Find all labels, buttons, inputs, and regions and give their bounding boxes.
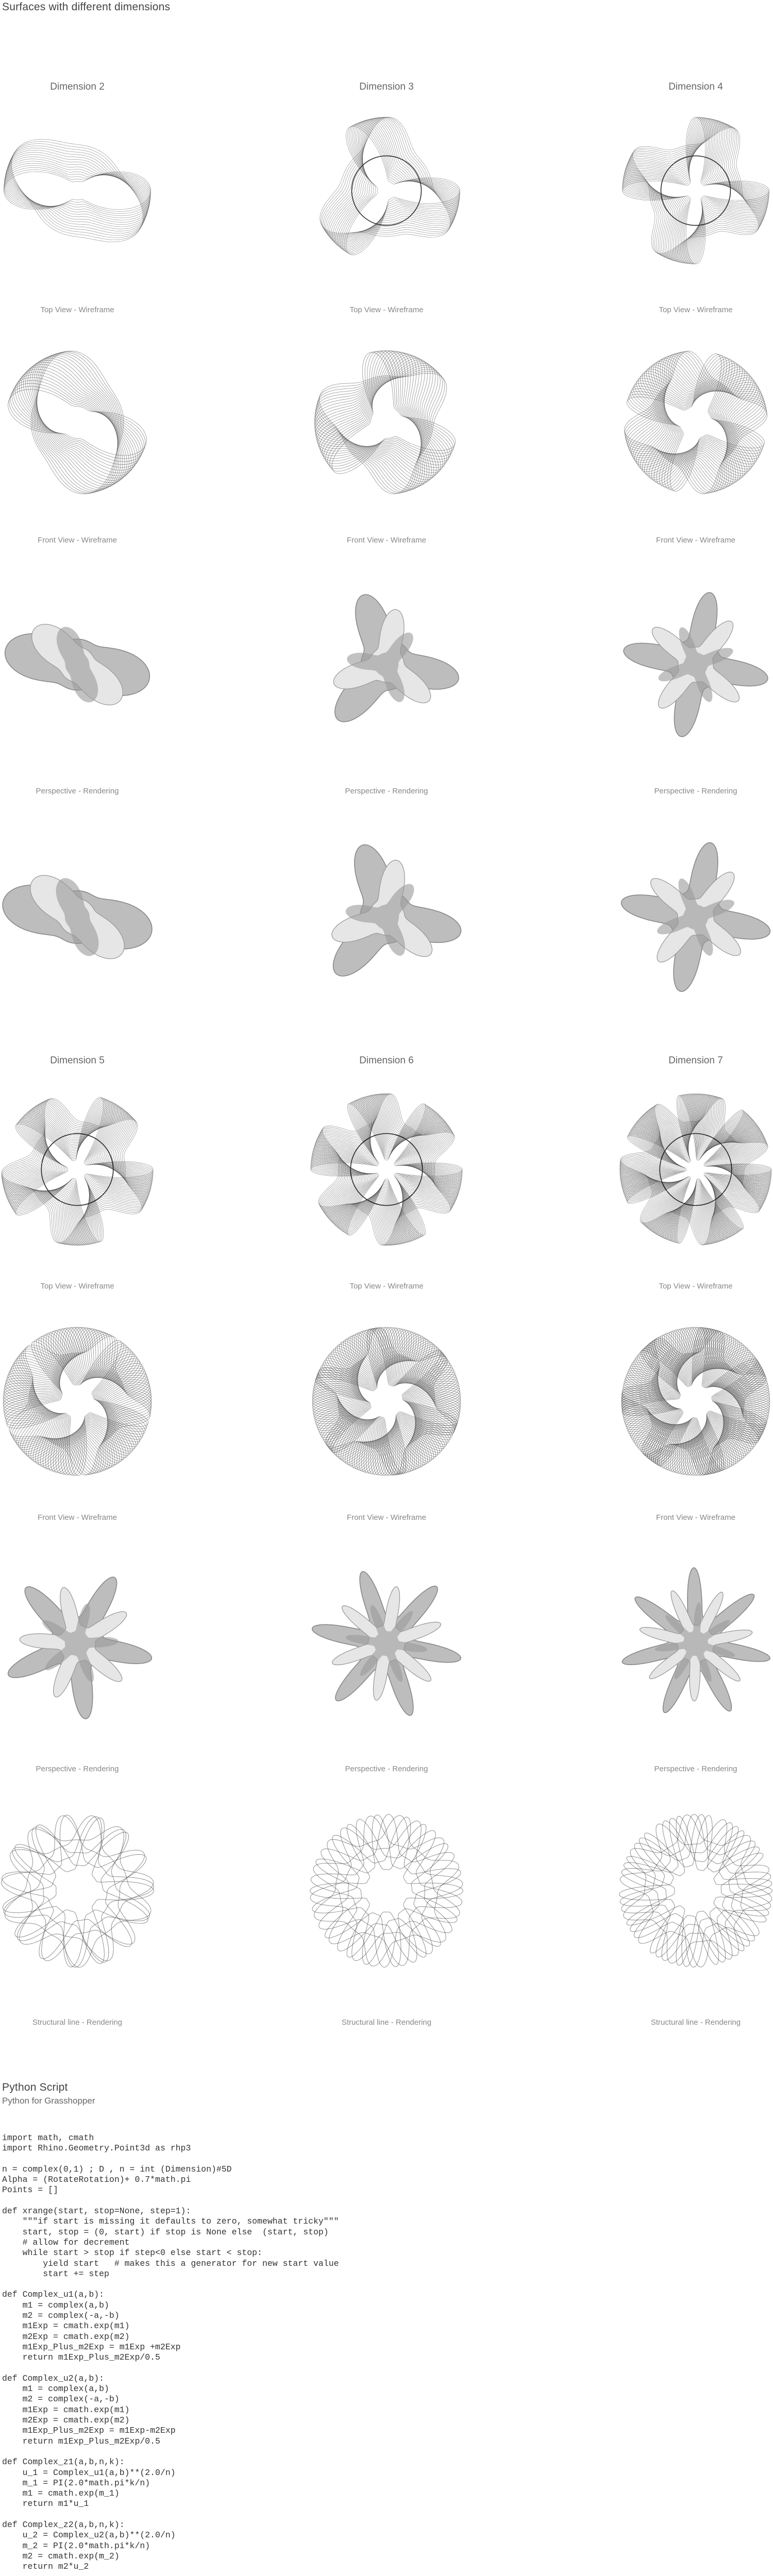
view-label: Front View - Wireframe — [347, 1513, 426, 1522]
view-label: Top View - Wireframe — [659, 1282, 733, 1291]
perspective-rendering-figure — [0, 1561, 160, 1726]
view-label: Perspective - Rendering — [36, 787, 119, 795]
perspective-rendering-figure — [613, 1561, 773, 1726]
front-view-wireframe-figure — [0, 1319, 160, 1484]
perspective-rendering-figure — [0, 585, 157, 744]
top-view-wireframe-figure — [616, 1090, 773, 1249]
view-label: Top View - Wireframe — [349, 306, 424, 314]
dimension-label: Dimension 4 — [668, 81, 723, 92]
top-view-wireframe-figure — [618, 113, 773, 268]
perspective-rendering-figure — [616, 585, 773, 744]
dimension-label: Dimension 5 — [50, 1055, 105, 1066]
view-label: Perspective - Rendering — [36, 1765, 119, 1773]
dimension-label: Dimension 7 — [668, 1055, 723, 1066]
structural-line-rendering-figure — [301, 1806, 472, 1976]
perspective-rendering-figure — [304, 835, 469, 999]
front-view-wireframe-figure — [307, 343, 466, 502]
front-view-wireframe-figure — [616, 343, 773, 502]
view-label: Front View - Wireframe — [38, 536, 117, 545]
perspective-rendering-figure — [304, 1561, 469, 1726]
view-label: Structural line - Rendering — [341, 2018, 432, 2027]
top-view-wireframe-figure — [307, 1090, 466, 1249]
view-label: Perspective - Rendering — [345, 1765, 428, 1773]
view-label: Structural line - Rendering — [32, 2018, 123, 2027]
dimension-label: Dimension 6 — [359, 1055, 414, 1066]
view-label: Top View - Wireframe — [349, 1282, 424, 1291]
view-label: Top View - Wireframe — [40, 1282, 114, 1291]
view-label: Perspective - Rendering — [345, 787, 428, 795]
view-label: Top View - Wireframe — [659, 306, 733, 314]
structural-line-rendering-figure — [611, 1806, 773, 1976]
top-view-wireframe-figure — [0, 1090, 157, 1249]
top-view-wireframe-figure — [309, 113, 464, 268]
perspective-rendering-figure — [307, 585, 466, 744]
python-code-block: import math, cmath import Rhino.Geometry.Point3d as rhp3 n = complex(0,1) ; D , n = int (Dimension)#5D Alpha = (RotateRotation)+ 0.7*math.pi Points = [] def xrange(start, stop=None, step=1): """if start is missing it defaults to zero, somewhat tricky""" start, stop = (0, start) if stop is None else (start, stop) # allow for decrement while start > stop if step<0 else start < stop: yield start # makes this a generator for new start value start += step def Complex_u1(a,b): m1 = complex(a,b) m2 = complex(-a,-b) m1Exp = cmath.exp(m1) m2Exp = cmath.exp(m2) m1Exp_Plus_m2Exp = m1Exp +m2Exp return m1Exp_Plus_m2Exp/0.5 def Complex_u2(a,b): m1 = complex(a,b) m2 = complex(-a,-b) m1Exp = cmath.exp(m1) m2Exp = cmath.exp(m2) m1Exp_Plus_m2Exp = m1Exp-m2Exp return m1Exp_Plus_m2Exp/0.5 def Complex_z1(a,b,n,k): u_1 = Complex_u1(a,b)**(2.0/n) m_1 = PI(2.0*math.pi*k/n) m1 = cmath.exp(m_1) return m1*u_1 def Complex_z2(a,b,n,k): u_2 = Complex_u2(a,b)**(2.0/n) m_2 = PI(2.0*math.pi*k/n) m2 = cmath.exp(m_2) return m2*u_2 — [2, 2133, 339, 2572]
front-view-wireframe-figure — [613, 1319, 773, 1484]
perspective-rendering-figure — [613, 835, 773, 999]
view-label: Front View - Wireframe — [38, 1513, 117, 1522]
top-view-wireframe-figure — [0, 113, 155, 268]
structural-line-rendering-figure — [0, 1806, 162, 1976]
view-label: Front View - Wireframe — [656, 536, 735, 545]
view-label: Structural line - Rendering — [650, 2018, 741, 2027]
dimension-label: Dimension 2 — [50, 81, 105, 92]
view-label: Perspective - Rendering — [654, 787, 737, 795]
section-title-surfaces: Surfaces with different dimensions — [2, 1, 171, 13]
view-label: Front View - Wireframe — [656, 1513, 735, 1522]
perspective-rendering-figure — [0, 835, 160, 999]
python-subtitle: Python for Grasshopper — [2, 2096, 95, 2106]
view-label: Top View - Wireframe — [40, 306, 114, 314]
view-label: Front View - Wireframe — [347, 536, 426, 545]
dimension-label: Dimension 3 — [359, 81, 414, 92]
front-view-wireframe-figure — [304, 1319, 469, 1484]
view-label: Perspective - Rendering — [654, 1765, 737, 1773]
section-title-python: Python Script — [2, 2081, 68, 2093]
front-view-wireframe-figure — [0, 343, 157, 502]
